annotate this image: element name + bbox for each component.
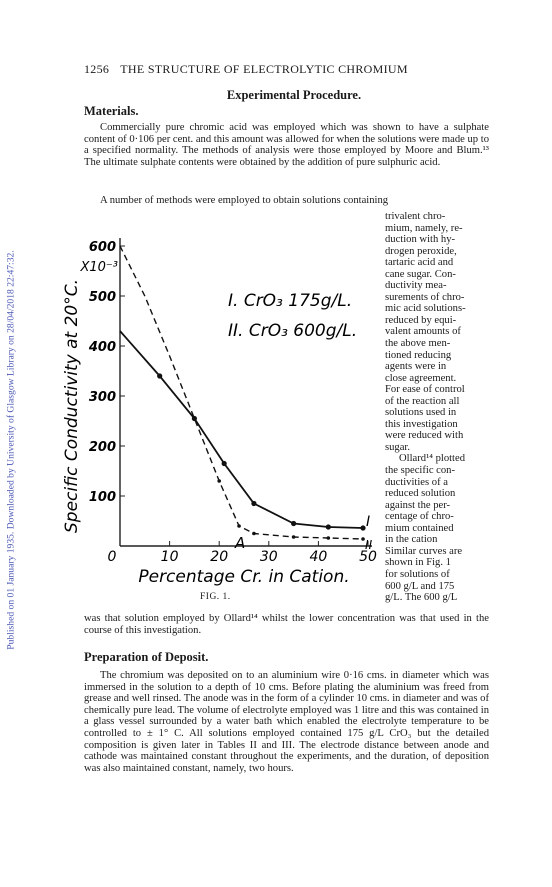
data-point [251,501,256,506]
wrap-line: this investigation [385,418,458,430]
wrap-line: agents were in [385,361,447,373]
running-title: THE STRUCTURE OF ELECTROLYTIC CHROMIUM [120,62,408,76]
data-point [360,525,365,530]
curve-label-I: I [366,514,371,530]
wrap-line: in the cation [385,534,438,546]
wrap-line: close agreement. [385,372,457,384]
y-tick-label: 100 [88,490,116,505]
download-note [4,60,18,840]
curve-label-II: II [365,538,373,552]
download-note-text: Published on 01 January 1935. Downloaded by University of Glasgow Library on 28/04/2018 22:47:32. [5,250,17,650]
y-tick-label: 200 [88,440,116,455]
wrap-line: g/L. The 600 g/L [385,592,458,604]
wrap-line: cane sugar. Con- [385,268,456,280]
wrap-line: solutions used in [385,407,457,419]
y-tick-label: 600 [88,240,116,255]
wrap-line: duction with hy- [385,234,456,246]
wrap-line: ductivity mea- [385,280,447,292]
figure-1 [60,216,385,606]
materials-paragraph-2-lead: A number of methods were employed to obtain solutions containing [100,195,389,206]
wrap-line: reduced by equi- [385,314,457,326]
y-axis-title: Specific Conductivity at 20°C. [62,279,82,533]
wrap-line: were reduced with [385,430,464,442]
data-point [291,521,296,526]
wrapped-text-column [385,211,489,604]
data-point [327,536,331,540]
wrap-line: of the reaction all [385,395,460,407]
deposit-heading: Preparation of Deposit. [84,650,209,664]
wrap-line: ductivities of a [385,476,448,488]
x-tick-label: 20 [210,549,229,565]
wrap-line: mium contained [385,522,454,534]
data-point [222,461,227,466]
wrap-line: reduced solution [385,488,456,500]
x-tick-label: 50 [359,549,377,565]
wrap-line: For ease of control [385,384,465,396]
legend-series-1: I. CrO₃ 175g/L. [228,291,353,311]
wrap-line: valent amounts of [385,326,461,338]
data-point [326,524,331,529]
wrap-line: surements of chro- [385,291,465,303]
page-number: 1256 [84,62,110,76]
data-point [192,416,197,421]
data-point [217,479,221,483]
wrap-line: 600 g/L and 175 [385,580,455,592]
wrap-line: for solutions of [385,568,450,580]
deposit-paragraph: The chromium was deposited on to an aluminium wire 0·16 cms. in diameter which was immersed in the solution to a depth of 10 cms. Before plating the aluminium was freed from grease and well rinsed. The anode was in the form of a cylinder 10 cms. in diameter and was of chemically pure lead. The volume of electrolyte employed was 1 litre and this was contained in a glass vessel surrounded by a water bath which enabled the electrolyte temperature to be controlled to ± 1° C. All solutions employed contained 175 g/L CrO₃ but the detailed composition is given later in Tables II and III. The electrode distance between anode and cathode was maintained constant throughout the experiments, and the duration, of deposition was also maintained constant, namely, two hours. [84,670,489,774]
x-axis-title: Percentage Cr. in Cation. [138,567,350,586]
y-tick-label: 400 [88,340,116,355]
data-point [252,532,256,536]
data-point [292,535,296,539]
figure-caption: FIG. 1. [200,592,231,602]
data-point [157,373,162,378]
legend-series-2: II. CrO₃ 600g/L. [228,321,358,341]
x-tick-label: 40 [309,549,328,565]
materials-paragraph-1: Commercially pure chromic acid was employed which was shown to have a sulphate content of 0·106 per cent. and this amount was allowed for when the solutions were made up to a specified normality. The methods of analysis were those employed by Moore and Blum.¹³ The ultimate sulphate contents were obtained by the addition of pure sulphuric acid. [84,122,489,168]
series-line-2 [120,246,363,539]
wrap-line: mium, namely, re- [385,222,463,234]
wrap-line: trivalent chro- [385,211,446,222]
y-tick-label: 500 [88,290,116,305]
wrap-line: Similar curves are [385,545,463,557]
wrap-line: against the per- [385,499,451,511]
data-point [237,524,241,528]
y-tick-label: 300 [88,390,116,405]
wrap-line: tioned reducing [385,349,452,361]
wrap-line: tartaric acid and [385,257,454,269]
wrap-line: the above men- [385,338,451,350]
wrap-line: sugar. [385,441,411,453]
wrap-line: the specific con- [385,465,456,477]
point-label-A: A [235,534,246,552]
series-line-1 [120,331,363,528]
running-head [84,62,484,77]
wrap-line: Ollard¹⁴ plotted [399,453,466,465]
wrap-line: centage of chro- [385,511,454,523]
x-tick-label: 0 [107,549,117,565]
conductivity-chart [60,216,385,586]
y-unit-label: X10⁻³ [80,260,118,275]
x-tick-label: 10 [160,549,179,565]
wrap-line: drogen peroxide, [385,245,457,257]
x-tick-label: 30 [259,549,278,565]
wrap-line: shown in Fig. 1 [385,557,451,569]
section-title: Experimental Procedure. [226,88,362,102]
wrap-line: mic acid solutions- [385,303,466,315]
materials-paragraph-2-tail: was that solution employed by Ollard¹⁴ whilst the lower concentration was that used in the course of this investigation. [84,613,489,636]
materials-heading: Materials. [84,104,139,118]
